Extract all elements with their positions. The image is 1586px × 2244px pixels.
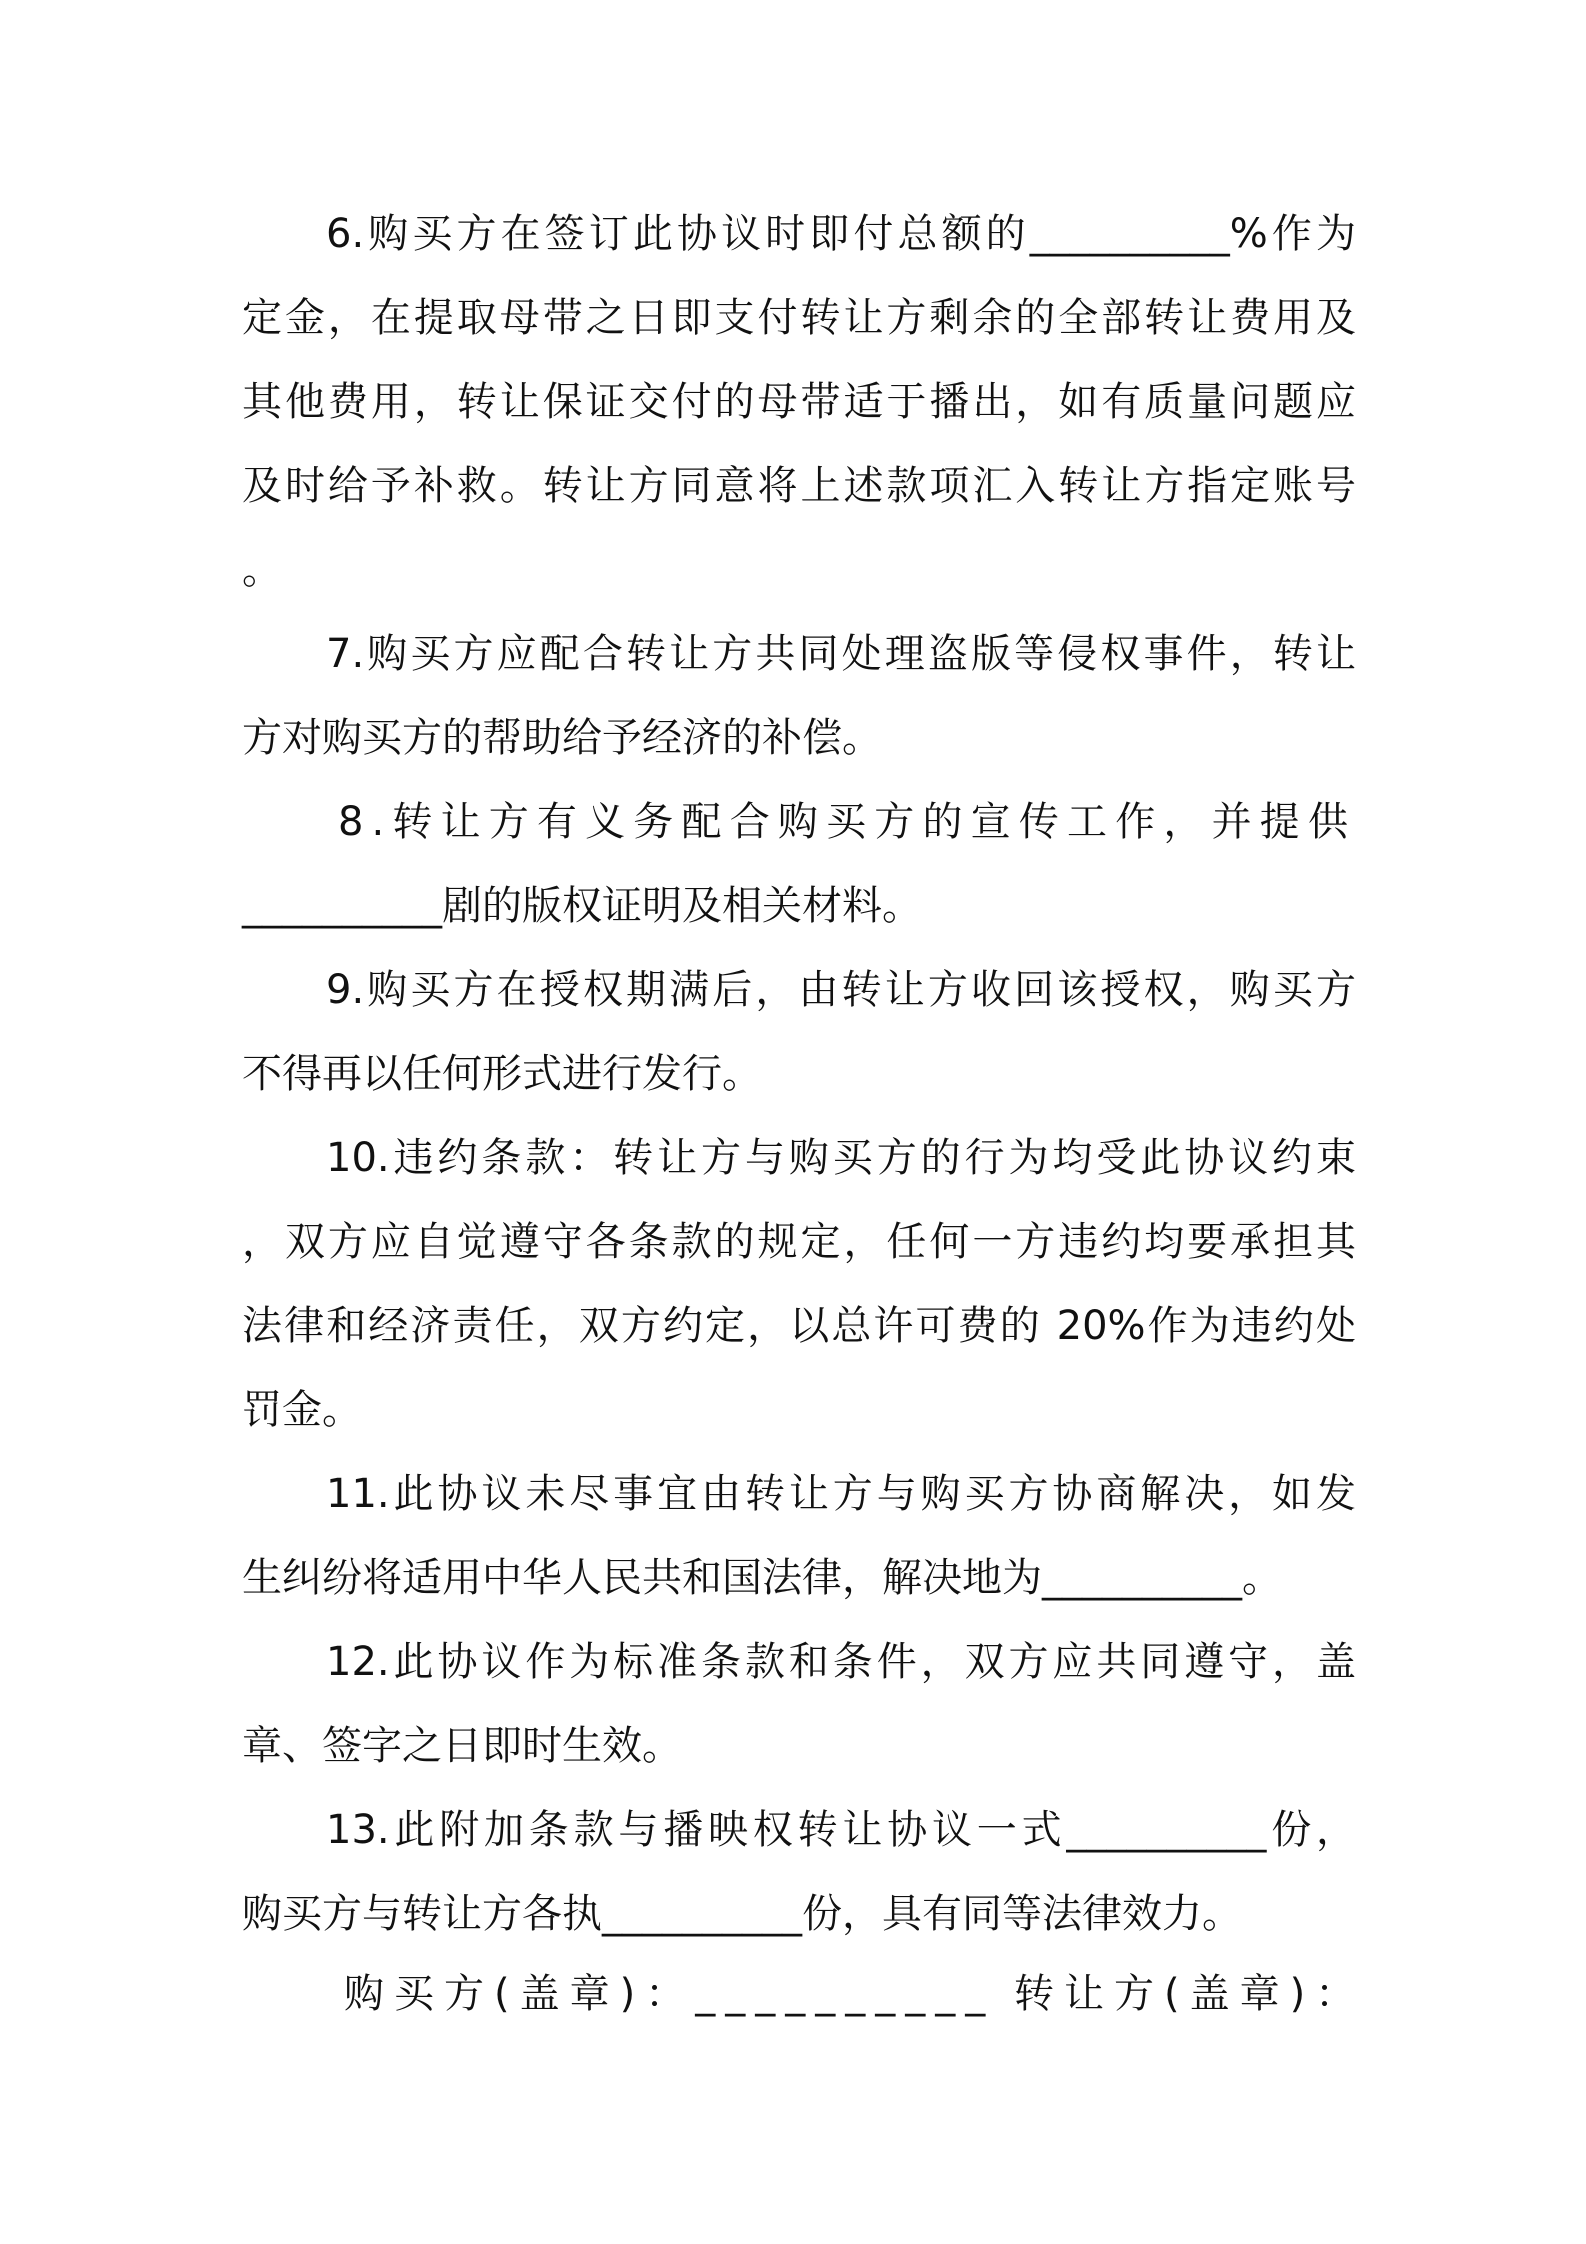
clause-6 [242,192,1356,612]
agreement-body [242,192,1356,1956]
clause-line: 罚金。 [242,1387,362,1433]
clause-line: 购买方与转让方各执__________份，具有同等法律效力。 [242,1891,1242,1937]
clause-line: 6.购买方在签订此协议时即付总额的__________%作为 [326,211,1356,257]
clause-line: 。 [242,547,282,593]
clause-8 [242,780,1356,948]
clause-11 [242,1452,1356,1620]
clause-line: __________剧的版权证明及相关材料。 [242,883,922,929]
clause-10 [242,1116,1356,1452]
clause-line: 7.购买方应配合转让方共同处理盗版等侵权事件，转让 [326,631,1356,677]
clause-line: 法律和经济责任，双方约定，以总许可费的 20%作为违约处 [242,1303,1356,1349]
clause-7 [242,612,1356,780]
clause-line: 生纠纷将适用中华人民共和国法律，解决地为__________。 [242,1555,1282,1601]
clause-line: 方对购买方的帮助给予经济的补偿。 [242,715,882,761]
clause-9 [242,948,1356,1116]
clause-line: 9.购买方在授权期满后，由转让方收回该授权，购买方 [326,967,1356,1013]
clause-line: 定金，在提取母带之日即支付转让方剩余的全部转让费用及 [242,295,1356,341]
clause-line: 13.此附加条款与播映权转让协议一式__________份， [326,1807,1356,1853]
clause-line: 及时给予补救。转让方同意将上述款项汇入转让方指定账号 [242,463,1356,509]
clause-line: 不得再以任何形式进行发行。 [242,1051,762,1097]
clause-line: 8.转让方有义务配合购买方的宣传工作，并提供 [338,799,1356,845]
clause-line: 章、签字之日即时生效。 [242,1723,682,1769]
clause-line: 10.违约条款：转让方与购买方的行为均受此协议约束 [326,1135,1356,1181]
buyer-signature-line: 购买方(盖章)：__________ [344,1971,996,2017]
clause-line: 其他费用，转让保证交付的母带适于播出，如有质量问题应 [242,379,1356,425]
clause-line: 11.此协议未尽事宜由转让方与购买方协商解决，如发 [326,1471,1356,1517]
transferor-signature-line: 转让方(盖章)： [1014,1971,1366,2017]
clause-13 [242,1788,1356,1956]
clause-12 [242,1620,1356,1788]
clause-line: ，双方应自觉遵守各条款的规定，任何一方违约均要承担其 [242,1219,1356,1265]
clause-line: 12.此协议作为标准条款和条件，双方应共同遵守，盖 [326,1639,1356,1685]
